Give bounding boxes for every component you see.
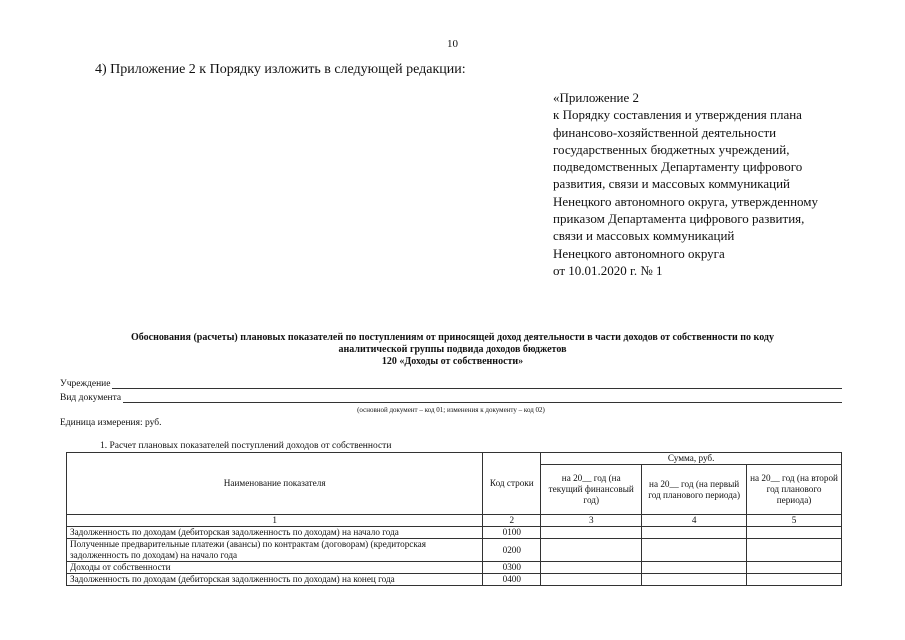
value-cell[interactable] [747, 539, 842, 562]
section-title: 1. Расчет плановых показателей поступлений доходов от собственности [100, 441, 392, 451]
value-cell[interactable] [642, 574, 747, 586]
table-row [67, 574, 842, 586]
appendix-line: Ненецкого автономного округа [553, 245, 725, 261]
appendix-line: приказом Департамента цифрового развития, [553, 211, 805, 227]
document-title-line: аналитической группы подвида доходов бюджетов [338, 344, 567, 355]
value-cell[interactable] [642, 539, 747, 562]
value-cell[interactable] [642, 562, 747, 574]
row-name: Доходы от собственности [67, 562, 483, 574]
appendix-line: от 10.01.2020 г. № 1 [553, 262, 663, 278]
institution-label: Учреждение [60, 379, 111, 389]
row-code: 0100 [483, 527, 541, 539]
income-table [66, 452, 842, 586]
header-col3: на 20__ год (на текущий финансовый год) [541, 465, 642, 515]
row-code: 0300 [483, 562, 541, 574]
column-number: 5 [747, 515, 842, 527]
doc-type-field[interactable] [123, 393, 842, 403]
appendix-line: подведомственных Департаменту цифрового [553, 159, 803, 175]
column-number: 2 [483, 515, 541, 527]
table-row [67, 539, 842, 562]
value-cell[interactable] [747, 527, 842, 539]
page-number: 10 [447, 38, 458, 50]
value-cell[interactable] [747, 562, 842, 574]
value-cell[interactable] [642, 527, 747, 539]
value-cell[interactable] [747, 574, 842, 586]
appendix-line: «Приложение 2 [553, 90, 640, 105]
appendix-header [553, 89, 818, 279]
row-name: Задолженность по доходам (дебиторская задолженность по доходам) на конец года [67, 574, 483, 586]
header-code: Код строки [483, 453, 541, 515]
document-title-line: Обоснования (расчеты) плановых показателей по поступлениям от приносящей доход деятельности в части доходов от собственности по коду [131, 332, 774, 343]
document-title-line: 120 «Доходы от собственности» [381, 356, 524, 367]
amendment-text: 4) Приложение 2 к Порядку изложить в следующей редакции: [95, 62, 466, 77]
table-row [67, 527, 842, 539]
document-title [60, 332, 845, 368]
institution-row [60, 379, 842, 389]
appendix-line: развития, связи и массовых коммуникаций [553, 176, 790, 192]
row-name: Полученные предварительные платежи (авансы) по контрактам (договорам) (кредиторская задолженность по доходам) на начало года [67, 539, 483, 562]
appendix-line: финансово-хозяйственной деятельности [553, 124, 777, 140]
header-col4: на 20__ год (на первый год планового периода) [642, 465, 747, 515]
header-name: Наименование показателя [67, 453, 483, 515]
row-code: 0200 [483, 539, 541, 562]
column-numbers-row [67, 515, 842, 527]
row-name: Задолженность по доходам (дебиторская задолженность по доходам) на начало года [67, 527, 483, 539]
value-cell[interactable] [541, 574, 642, 586]
appendix-line: связи и массовых коммуникаций [553, 228, 735, 244]
row-code: 0400 [483, 574, 541, 586]
value-cell[interactable] [541, 527, 642, 539]
doc-type-label: Вид документа [60, 393, 122, 403]
column-number: 3 [541, 515, 642, 527]
appendix-line: государственных бюджетных учреждений, [553, 141, 790, 157]
appendix-line: к Порядку составления и утверждения плана [553, 107, 802, 123]
appendix-line: Ненецкого автономного округа, утвержденному [553, 193, 819, 209]
doc-type-hint: (основной документ – код 01; изменения к документу – код 02) [357, 406, 545, 414]
unit-label: Единица измерения: руб. [60, 418, 162, 428]
doc-type-row [60, 393, 842, 403]
table-row [67, 562, 842, 574]
header-sum: Сумма, руб. [541, 453, 842, 465]
header-col5: на 20__ год (на второй год планового периода) [747, 465, 842, 515]
value-cell[interactable] [541, 562, 642, 574]
institution-field[interactable] [112, 379, 842, 389]
column-number: 4 [642, 515, 747, 527]
value-cell[interactable] [541, 539, 642, 562]
column-number: 1 [67, 515, 483, 527]
